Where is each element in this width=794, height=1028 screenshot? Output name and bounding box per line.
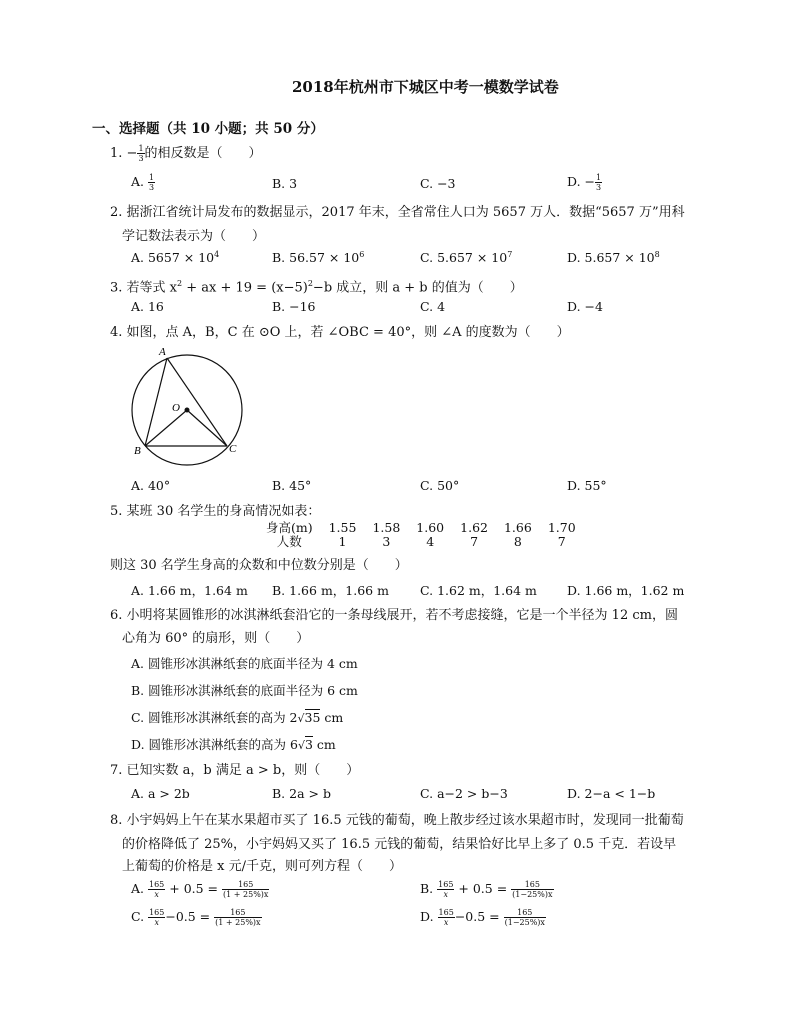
page-title: 2018年杭州市下城区中考一模数学试卷: [292, 78, 559, 96]
q6-option-d[interactable]: D. 圆锥形冰淇淋纸套的高为 6√3 cm: [131, 737, 336, 752]
q1-stem: 的相反数是（ ）: [144, 146, 262, 161]
q8-option-a[interactable]: A. $\frac{165}{x}$ + 0.5 = $\frac{165}{(1 + 25\%)x}$: [131, 880, 269, 899]
q8-option-d[interactable]: D. $\frac{165}{x}$ −0.5 = $\frac{165}{(1-25\%)x}$: [420, 908, 545, 927]
question-8-line3: 上葡萄的价格是 x 元/千克，则可列方程（ ）: [122, 859, 402, 874]
question-7: 7. 已知实数 a，b 满足 a > b，则（ ）: [110, 763, 360, 778]
q5-option-b[interactable]: B. 1.66 m，1.66 m: [272, 583, 389, 598]
q3-option-a[interactable]: A. 16: [131, 299, 164, 314]
q1-option-c[interactable]: C. −3: [420, 176, 456, 191]
q1-option-a[interactable]: A. $\frac{1}{3}$: [131, 173, 155, 192]
label-o: O: [172, 402, 180, 414]
question-2-line2: 学记数法表示为（ ）: [122, 229, 266, 244]
height-table: [258, 521, 584, 549]
q6-option-c[interactable]: C. 圆锥形冰淇淋纸套的高为 2√35 cm: [131, 710, 344, 725]
q1-option-b[interactable]: B. 3: [272, 176, 298, 191]
question-6-line1: 6. 小明将某圆锥形的冰淇淋纸套沿它的一条母线展开，若不考虑接缝，它是一个半径为 12 cm，圆: [110, 608, 678, 623]
question-8-line1: 8. 小宇妈妈上午在某水果超市买了 16.5 元钱的葡萄，晚上散步经过该水果超市时，发现同一批葡萄: [110, 813, 684, 828]
question-1: [110, 144, 262, 163]
q5-question: 则这 30 名学生身高的众数和中位数分别是（ ）: [110, 558, 408, 573]
label-b: B: [134, 445, 141, 457]
q4-option-d[interactable]: D. 55°: [567, 478, 607, 493]
question-6-line2: 心角为 60° 的扇形，则（ ）: [122, 631, 310, 646]
q5-option-d[interactable]: D. 1.66 m，1.62 m: [567, 583, 685, 598]
segment-oc: [187, 410, 227, 446]
q7-option-b[interactable]: B. 2a > b: [272, 786, 331, 801]
q2-option-d[interactable]: D. $5.657 \times 10^8$: [567, 250, 660, 266]
q2-option-c[interactable]: C. $5.657 \times 10^7$: [420, 250, 513, 266]
q1-fraction: $\frac{1}{3}$: [138, 144, 144, 163]
q6-option-b[interactable]: B. 圆锥形冰淇淋纸套的底面半径为 6 cm: [131, 683, 358, 698]
q1-option-d[interactable]: D. − $\frac{1}{3}$: [567, 173, 602, 192]
q7-option-a[interactable]: A. a > 2b: [131, 786, 190, 801]
q3-option-c[interactable]: C. 4: [420, 299, 446, 314]
circle-diagram: [125, 342, 250, 470]
q2-option-a[interactable]: A. $5657 \times 10^4$: [131, 250, 220, 266]
q1-number: 1.: [110, 146, 123, 161]
q8-option-b[interactable]: B. $\frac{165}{x}$ + 0.5 = $\frac{165}{(1-25\%)x}$: [420, 880, 553, 899]
section-heading: 一、选择题（共 10 小题；共 50 分）: [92, 121, 324, 137]
q5-option-a[interactable]: A. 1.66 m，1.64 m: [131, 583, 248, 598]
table-row: 人数 1 3 4 7 8 7: [276, 534, 566, 549]
question-2-line1: 2. 据浙江省统计局发布的数据显示，2017 年末，全省常住人口为 5657 万人．数据“5657 万”用科: [110, 205, 685, 220]
table-row: 身高(m) 1.55 1.58 1.60 1.62 1.66 1.70: [266, 520, 576, 535]
q5-option-c[interactable]: C. 1.62 m，1.64 m: [420, 583, 537, 598]
label-a: A: [159, 346, 166, 358]
center-point: [185, 408, 190, 413]
q3-option-b[interactable]: B. −16: [272, 299, 316, 314]
q6-option-a[interactable]: A. 圆锥形冰淇淋纸套的底面半径为 4 cm: [131, 656, 358, 671]
q2-option-b[interactable]: B. $56.57 \times 10^6$: [272, 250, 365, 266]
question-5: 5. 某班 30 名学生的身高情况如表：: [110, 504, 321, 519]
question-8-line2: 的价格降低了 25%，小宇妈妈又买了 16.5 元钱的葡萄，结果恰好比早上多了 0.5 千克．若设早: [122, 837, 677, 852]
q3-option-d[interactable]: D. −4: [567, 299, 603, 314]
question-3: 3. 若等式 $x^2$ + ax + $19 = (x-5)^2-b$ 成立，则 a + b 的值为（ ）: [110, 279, 523, 296]
label-c: C: [229, 443, 237, 455]
question-4: 4. 如图，点 A，B，C 在 ⊙O 上，若 ∠OBC = 40°，则 ∠A 的度数为（ ）: [110, 325, 570, 340]
q1-minus: −: [126, 146, 138, 161]
q4-option-a[interactable]: A. 40°: [131, 478, 171, 493]
q7-option-d[interactable]: D. 2−a < 1−b: [567, 786, 656, 801]
segment-ob: [145, 410, 187, 446]
q4-option-b[interactable]: B. 45°: [272, 478, 312, 493]
q8-option-c[interactable]: C. $\frac{165}{x}$ −0.5 = $\frac{165}{(1 + 25\%)x}$: [131, 908, 261, 927]
q7-option-c[interactable]: C. a−2 > b−3: [420, 786, 508, 801]
q4-option-c[interactable]: C. 50°: [420, 478, 460, 493]
